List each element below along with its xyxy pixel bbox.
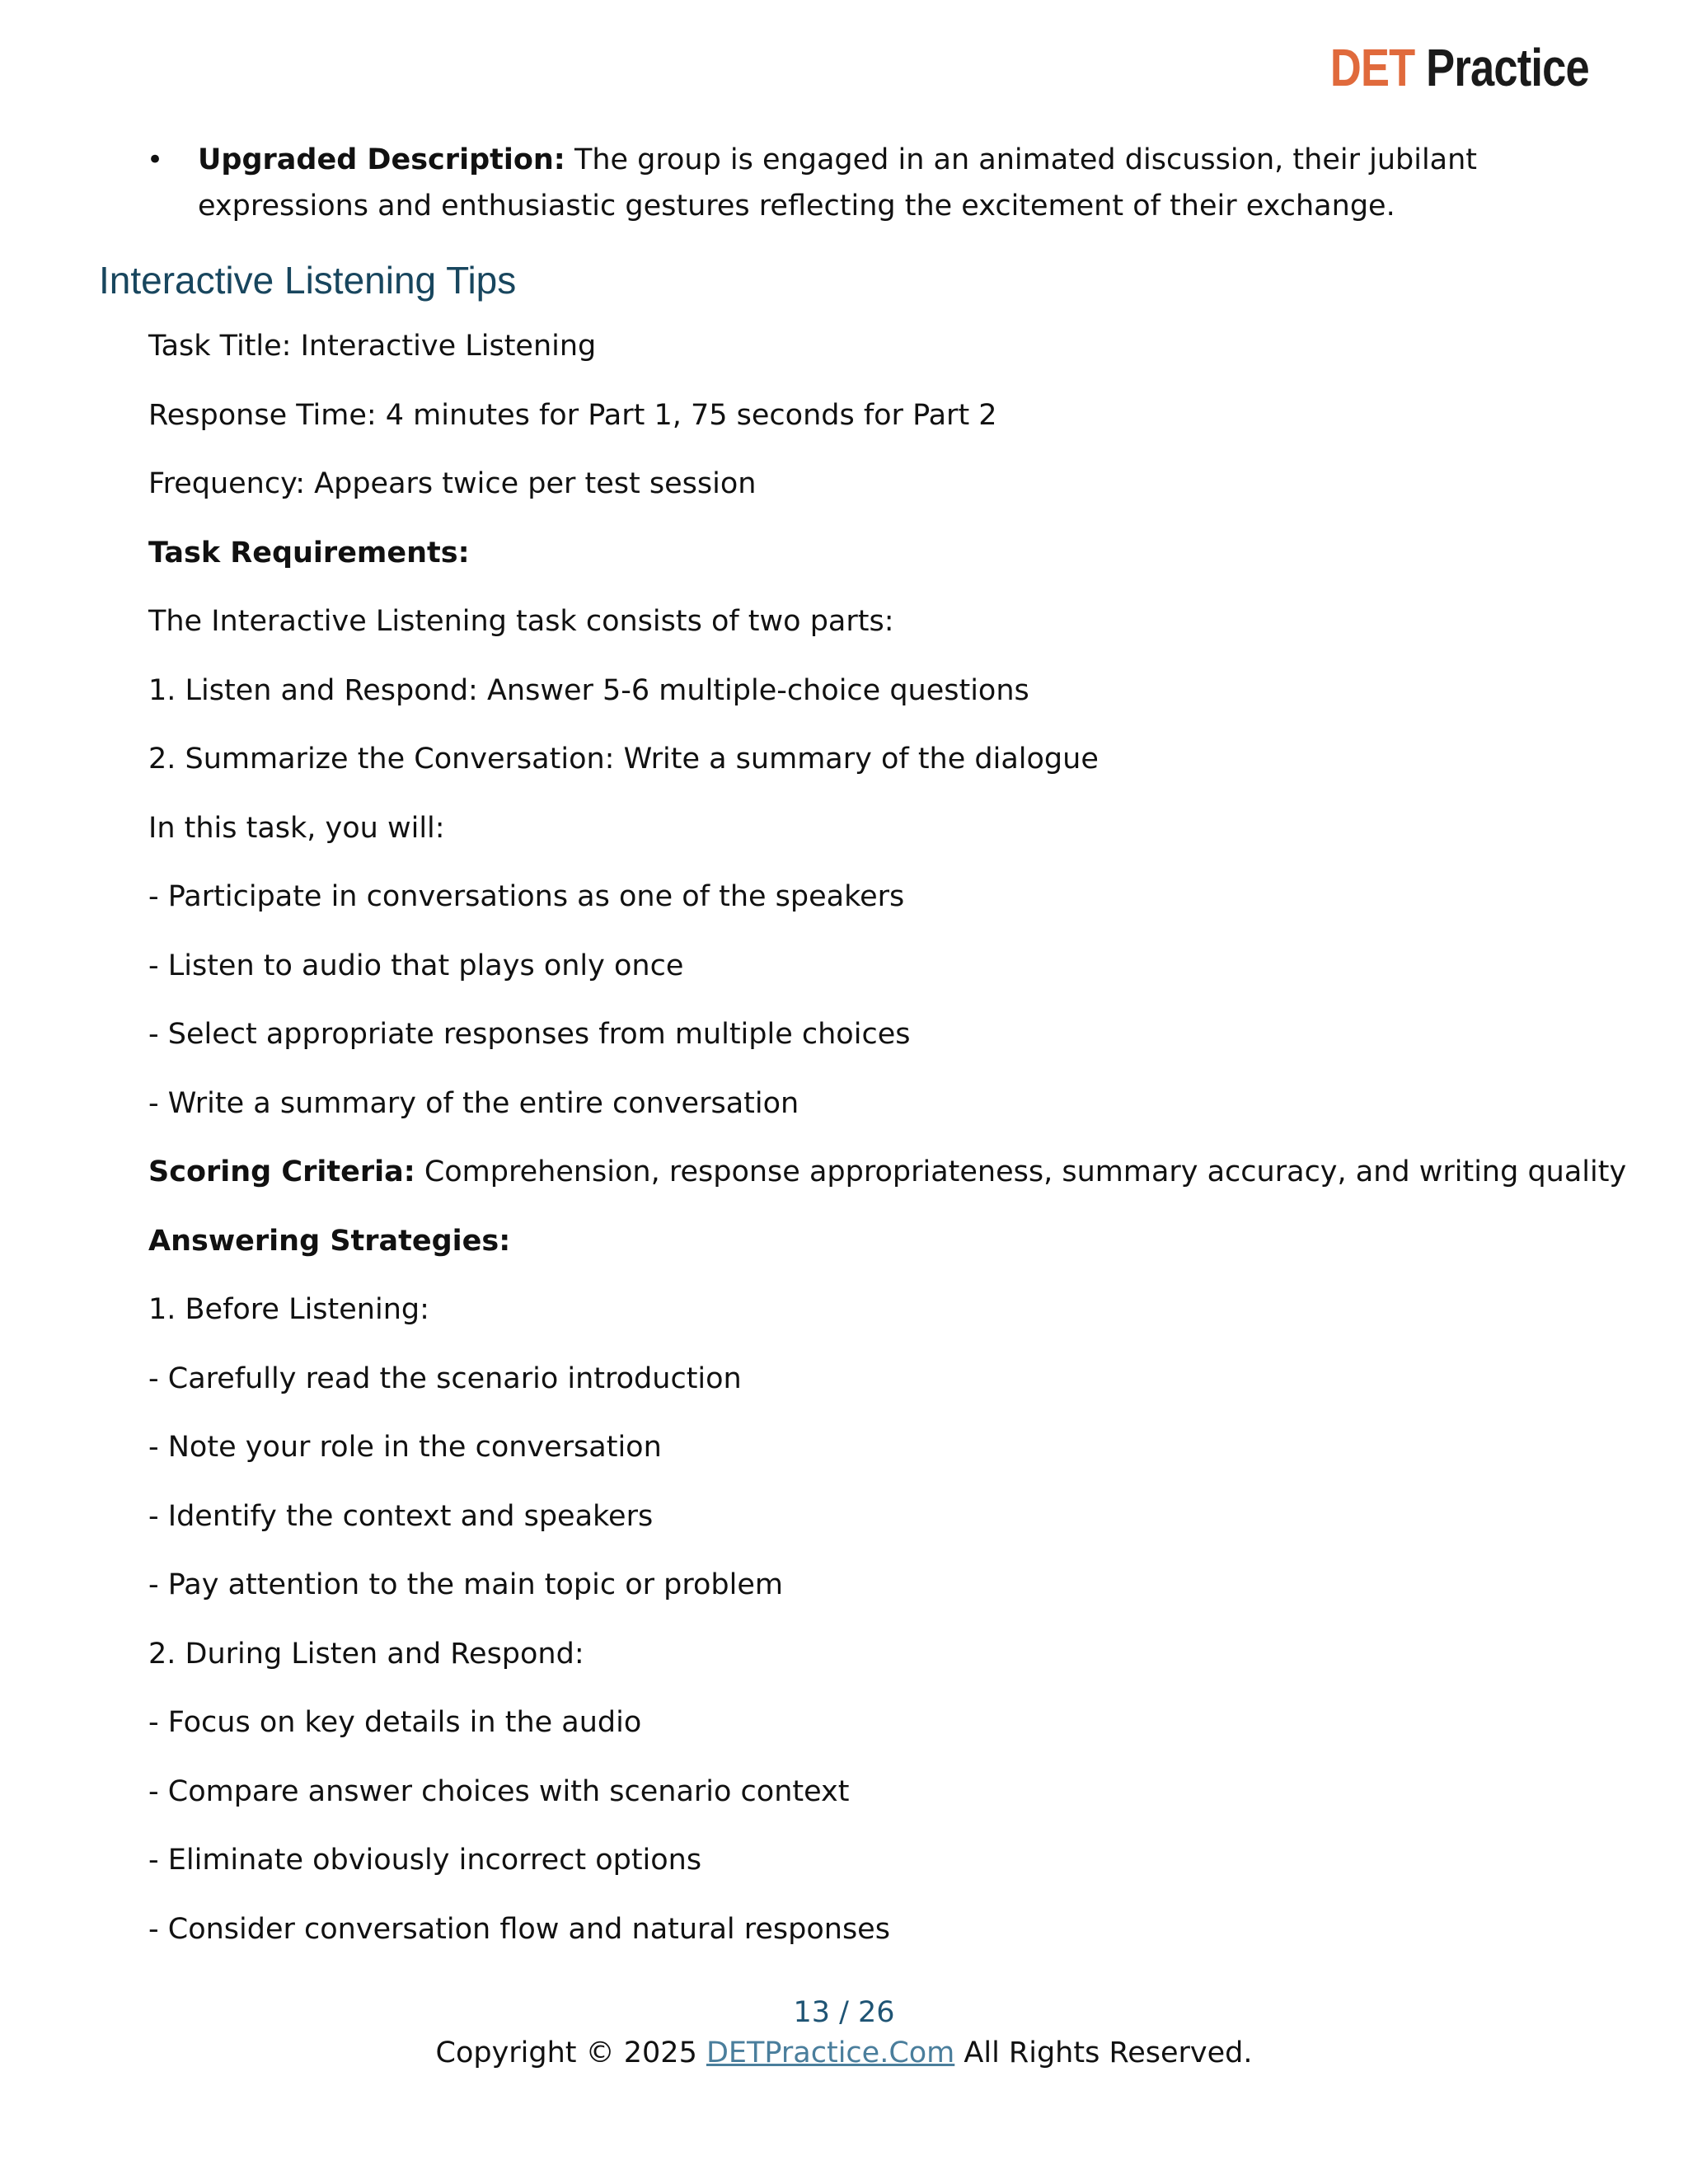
- consists-line: The Interactive Listening task consists of two parts:: [148, 605, 894, 638]
- copyright-line: [0, 2032, 1688, 2074]
- before-item-1: - Carefully read the scenario introduction: [148, 1361, 742, 1395]
- part2-line: 2. Summarize the Conversation: Write a summary of the dialogue: [148, 743, 1099, 776]
- before-item-3: - Identify the context and speakers: [148, 1499, 654, 1533]
- will-item-1: - Participate in conversations as one of the speakers: [148, 880, 905, 913]
- page-number: 13 / 26: [793, 1996, 895, 2029]
- upgraded-description-text: The group is engaged in an animated discussion, their jubilant expressions and enthusiastic gestures reflecting the excitement of their exchange.: [198, 143, 1478, 223]
- scoring-criteria-text: Comprehension, response appropriateness, summary accuracy, and writing quality: [415, 1155, 1627, 1188]
- will-item-4: - Write a summary of the entire conversation: [148, 1086, 799, 1120]
- before-listening-line: 1. Before Listening:: [148, 1293, 429, 1326]
- copyright-prefix: Copyright © 2025: [435, 2036, 706, 2069]
- upgraded-description-label: Upgraded Description:: [198, 143, 565, 176]
- section-heading: Interactive Listening Tips: [99, 259, 517, 302]
- frequency-line: Frequency: Appears twice per test session: [148, 467, 757, 500]
- bullet-dot: •: [147, 143, 164, 176]
- response-time-line: Response Time: 4 minutes for Part 1, 75 seconds for Part 2: [148, 398, 997, 432]
- brand-logo: [1330, 38, 1589, 97]
- during-item-2: - Compare answer choices with scenario context: [148, 1774, 850, 1808]
- logo-practice: Practice: [1426, 38, 1589, 97]
- during-item-3: - Eliminate obviously incorrect options: [148, 1844, 702, 1877]
- scoring-criteria-label: Scoring Criteria:: [148, 1155, 415, 1188]
- copyright-suffix: All Rights Reserved.: [954, 2036, 1253, 2069]
- before-item-4: - Pay attention to the main topic or problem: [148, 1568, 783, 1601]
- during-item-4: - Consider conversation flow and natural responses: [148, 1912, 890, 1946]
- task-requirements-heading: Task Requirements:: [148, 536, 470, 569]
- task-title-line: Task Title: Interactive Listening: [148, 330, 597, 363]
- site-link[interactable]: DETPractice.Com: [706, 2036, 955, 2069]
- answering-strategies-heading: Answering Strategies:: [148, 1224, 511, 1258]
- upgraded-description: [198, 137, 1484, 229]
- will-item-2: - Listen to audio that plays only once: [148, 949, 684, 982]
- part1-line: 1. Listen and Respond: Answer 5-6 multiple-choice questions: [148, 673, 1029, 707]
- in-this-task-line: In this task, you will:: [148, 811, 445, 845]
- during-item-1: - Focus on key details in the audio: [148, 1706, 642, 1739]
- before-item-2: - Note your role in the conversation: [148, 1431, 662, 1464]
- logo-det: DET: [1330, 38, 1415, 97]
- will-item-3: - Select appropriate responses from multiple choices: [148, 1018, 911, 1051]
- during-line: 2. During Listen and Respond:: [148, 1637, 584, 1671]
- section-body: [148, 323, 1627, 1975]
- scoring-criteria-line: [148, 1149, 1627, 1218]
